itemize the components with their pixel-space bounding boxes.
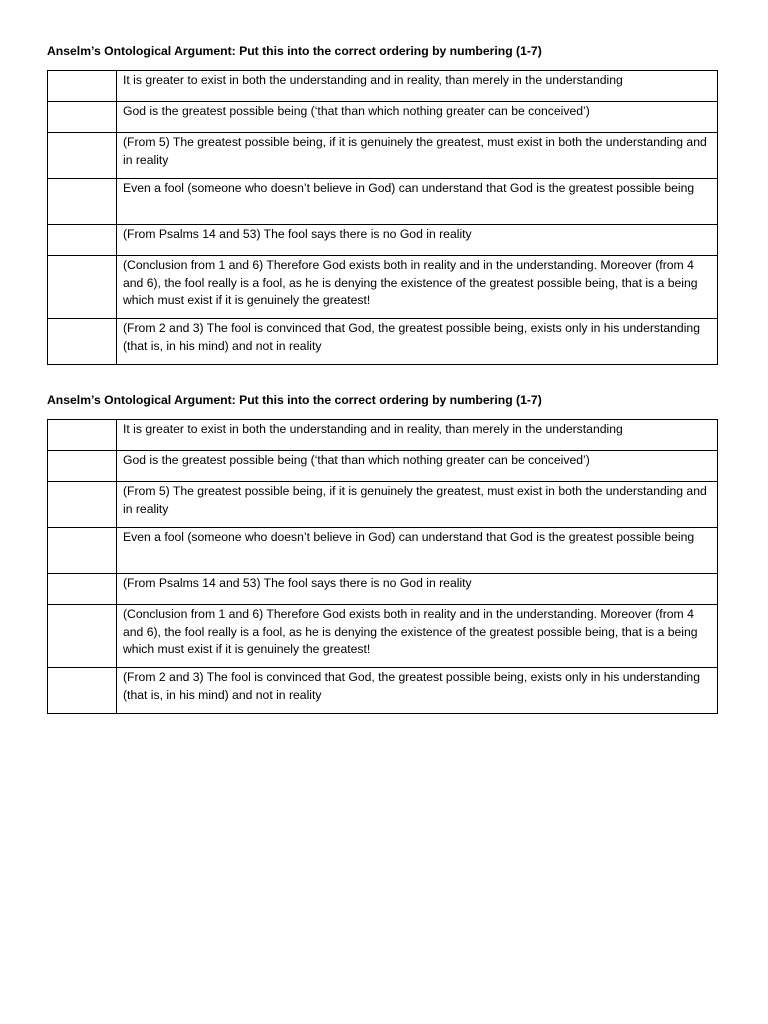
table-row [48,319,718,365]
number-entry-cell[interactable] [48,668,117,714]
statement-cell: (From Psalms 14 and 53) The fool says there is no God in reality [117,574,718,605]
number-entry-cell[interactable] [48,574,117,605]
table-row [48,133,718,179]
table-row [48,225,718,256]
number-entry-cell[interactable] [48,528,117,574]
statement-cell: God is the greatest possible being (‘that than which nothing greater can be conceived’) [117,451,718,482]
statement-cell: (Conclusion from 1 and 6) Therefore God exists both in reality and in the understanding. Moreover (from 4 and 6), the fool really is a fool, as he is denying the existence of the greatest possible being, that is a being which must exist if it is genuinely the greatest! [117,256,718,319]
table-row [48,451,718,482]
statement-cell: God is the greatest possible being (‘that than which nothing greater can be conceived’) [117,102,718,133]
number-entry-cell[interactable] [48,482,117,528]
table-row [48,574,718,605]
number-entry-cell[interactable] [48,133,117,179]
statement-cell: It is greater to exist in both the understanding and in reality, than merely in the understanding [117,420,718,451]
number-entry-cell[interactable] [48,256,117,319]
statement-cell: (From 2 and 3) The fool is convinced that God, the greatest possible being, exists only in his understanding (that is, in his mind) and not in reality [117,319,718,365]
statement-cell: (From 2 and 3) The fool is convinced that God, the greatest possible being, exists only in his understanding (that is, in his mind) and not in reality [117,668,718,714]
section-heading: Anselm’s Ontological Argument: Put this into the correct ordering by numbering (1-7) [47,393,542,407]
statement-cell: (From 5) The greatest possible being, if it is genuinely the greatest, must exist in both the understanding and in reality [117,133,718,179]
statement-cell: (From Psalms 14 and 53) The fool says there is no God in reality [117,225,718,256]
number-entry-cell[interactable] [48,420,117,451]
number-entry-cell[interactable] [48,319,117,365]
number-entry-cell[interactable] [48,225,117,256]
number-entry-cell[interactable] [48,605,117,668]
statement-cell: (Conclusion from 1 and 6) Therefore God exists both in reality and in the understanding. Moreover (from 4 and 6), the fool really is a fool, as he is denying the existence of the greatest possible being, that is a being which must exist if it is genuinely the greatest! [117,605,718,668]
number-entry-cell[interactable] [48,71,117,102]
statement-cell: Even a fool (someone who doesn’t believe in God) can understand that God is the greatest possible being [117,528,718,574]
table-row [48,482,718,528]
table-row [48,605,718,668]
ordering-table [47,419,718,714]
statement-cell: It is greater to exist in both the understanding and in reality, than merely in the understanding [117,71,718,102]
table-row [48,256,718,319]
ordering-table [47,70,718,365]
section-heading: Anselm’s Ontological Argument: Put this into the correct ordering by numbering (1-7) [47,44,542,58]
table-row [48,71,718,102]
number-entry-cell[interactable] [48,451,117,482]
table-row [48,528,718,574]
table-row [48,668,718,714]
statement-cell: Even a fool (someone who doesn’t believe in God) can understand that God is the greatest possible being [117,179,718,225]
table-row [48,420,718,451]
table-row [48,102,718,133]
worksheet-section-1 [47,42,718,365]
statement-cell: (From 5) The greatest possible being, if it is genuinely the greatest, must exist in both the understanding and in reality [117,482,718,528]
number-entry-cell[interactable] [48,179,117,225]
number-entry-cell[interactable] [48,102,117,133]
table-row [48,179,718,225]
worksheet-section-2 [47,391,718,714]
